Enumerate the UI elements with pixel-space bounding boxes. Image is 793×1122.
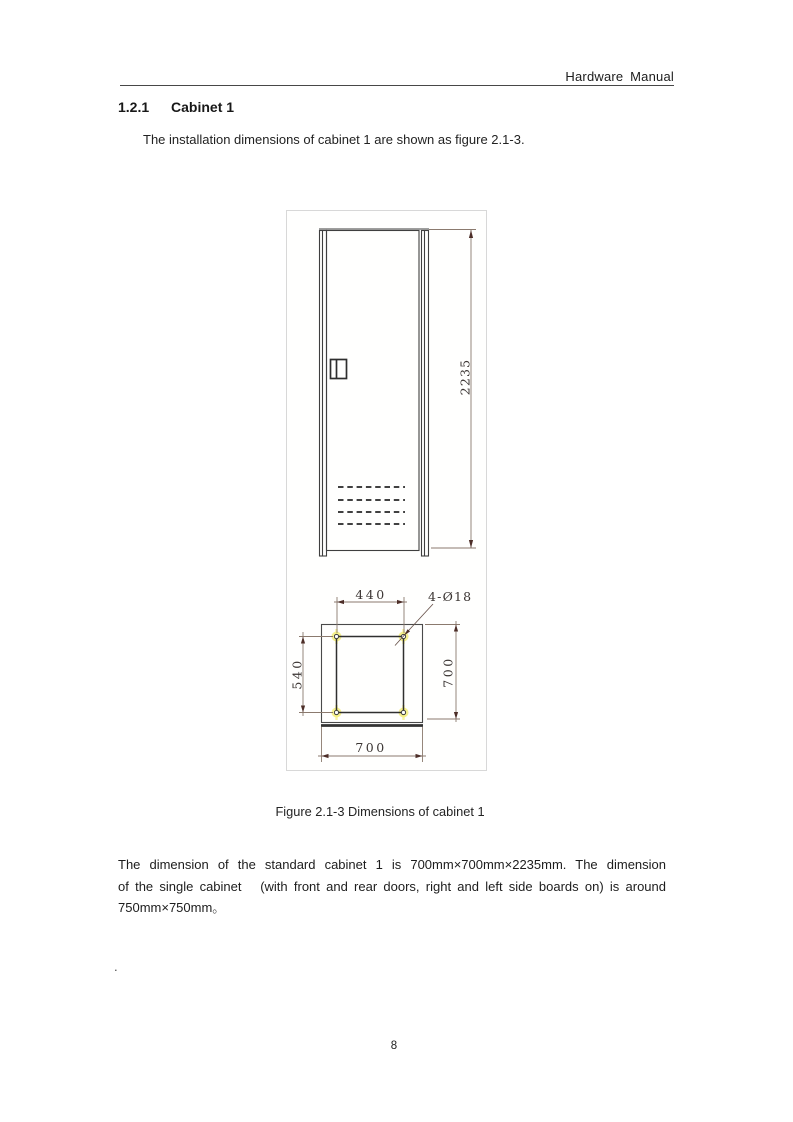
dim-height-arrow-bottom <box>469 540 473 548</box>
page-number: 8 <box>390 1040 398 1052</box>
dim-700r-arrow-top <box>454 625 458 632</box>
dim-hole-width <box>334 587 407 633</box>
top-view <box>321 625 423 726</box>
dim-hole-depth <box>290 632 334 716</box>
dim-700-right-label: 700 <box>440 656 456 688</box>
dim-height-label: 2235 <box>457 358 473 396</box>
body-line: 750mm×750mm。 <box>118 900 226 916</box>
dim-440-label: 440 <box>355 587 387 602</box>
mounting-pattern-outline <box>337 637 404 713</box>
dim-700b-arrow-right <box>416 754 423 758</box>
dim-540-arrow-top <box>301 637 305 644</box>
dim-440-arrow-left <box>337 600 344 604</box>
vent-slots <box>338 487 405 524</box>
stray-dot: . <box>114 959 118 974</box>
mounting-hole <box>334 710 338 714</box>
dim-700r-arrow-bottom <box>454 712 458 719</box>
dim-700-bottom-label: 700 <box>355 740 387 755</box>
body-line: The dimension of the standard cabinet 1 is 700mm×700mm×2235mm. The dimension <box>118 857 666 872</box>
door-handle <box>331 360 347 379</box>
dim-540-arrow-bottom <box>301 706 305 713</box>
body-line: of the single cabinet (with front and rear doors, right and left side boards on) is around <box>118 878 666 894</box>
section-title: Cabinet 1 <box>171 99 235 115</box>
front-view <box>319 229 429 556</box>
dim-height <box>429 230 476 549</box>
dim-540-label: 540 <box>289 658 305 690</box>
intro-paragraph: The installation dimensions of cabinet 1 are shown as figure 2.1-3. <box>143 132 525 147</box>
mounting-holes <box>334 634 405 714</box>
page-header-title: Hardware Manual <box>565 69 674 84</box>
dim-height-arrow-top <box>469 230 473 238</box>
door-panel <box>327 231 420 551</box>
header-rule <box>120 85 674 86</box>
figure-image <box>286 210 487 771</box>
figure-caption: Figure 2.1-3 Dimensions of cabinet 1 <box>275 804 485 819</box>
section-number: 1.2.1 <box>118 99 150 115</box>
holes-callout-label: 4-Ø18 <box>428 589 473 604</box>
cabinet-drawing <box>287 211 486 770</box>
mounting-hole <box>334 634 338 638</box>
dim-700b-arrow-left <box>322 754 329 758</box>
body-paragraph <box>118 854 666 919</box>
section-heading <box>118 99 234 115</box>
hole-highlights <box>332 629 409 720</box>
dim-depth <box>425 621 460 722</box>
dim-440-arrow-right <box>397 600 404 604</box>
dim-width <box>318 727 426 762</box>
mounting-hole <box>401 710 405 714</box>
